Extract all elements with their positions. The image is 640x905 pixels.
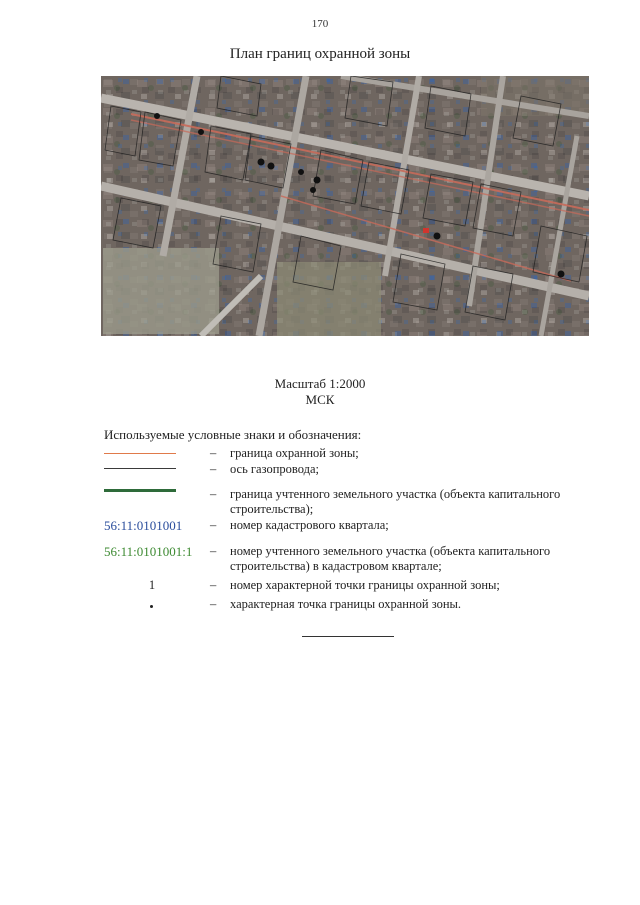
legend-item-parcel-boundary [104, 487, 584, 517]
legend-dash: – [210, 544, 217, 558]
map-drawing [101, 76, 589, 336]
legend-dash: – [210, 518, 217, 532]
scale-ratio: Масштаб 1:2000 [274, 376, 366, 391]
closing-divider [302, 636, 394, 637]
legend-description: номер кадастрового квартала; [230, 518, 389, 532]
scale-block [0, 376, 640, 408]
legend-item-point-number [104, 578, 584, 594]
legend-item-characteristic-point [104, 597, 584, 613]
legend-dash: – [210, 578, 217, 592]
legend-dash: – [210, 487, 217, 501]
legend-dash: – [210, 462, 217, 476]
legend-description: граница учтенного земельного участка (объекта капитального строительства); [230, 487, 561, 516]
legend-description: номер характерной точки границы охранной зоны; [230, 578, 500, 592]
parcel-boundary-line-symbol [104, 489, 176, 492]
legend-dash: – [210, 597, 217, 611]
parcel-number-code: 56:11:0101001:1 [104, 544, 193, 559]
point-dot-icon [150, 605, 153, 608]
legend-heading: Используемые условные знаки и обозначения: [104, 427, 362, 442]
legend-description: номер учтенного земельного участка (объекта капитального строительства) в кадастровом квартале; [230, 544, 551, 573]
point-number-symbol: 1 [148, 578, 156, 592]
zone-boundary-line-symbol [104, 453, 176, 454]
legend-dash: – [210, 446, 217, 460]
pipeline-axis-line-symbol [104, 468, 176, 469]
legend-description: характерная точка границы охранной зоны. [230, 597, 462, 611]
legend-item-zone-boundary [104, 446, 584, 462]
legend-description: ось газопровода; [230, 462, 320, 476]
legend-item-parcel-number [104, 544, 584, 574]
coordinate-system: МСК [305, 392, 335, 407]
legend-description: граница охранной зоны; [230, 446, 359, 460]
legend-item-pipeline-axis [104, 462, 584, 478]
satellite-map [101, 76, 589, 336]
page-number: 170 [311, 18, 329, 30]
legend-item-cadastral-quarter [104, 518, 584, 534]
page-title: План границ охранной зоны [229, 46, 411, 62]
cadastral-quarter-code: 56:11:0101001 [104, 518, 183, 533]
